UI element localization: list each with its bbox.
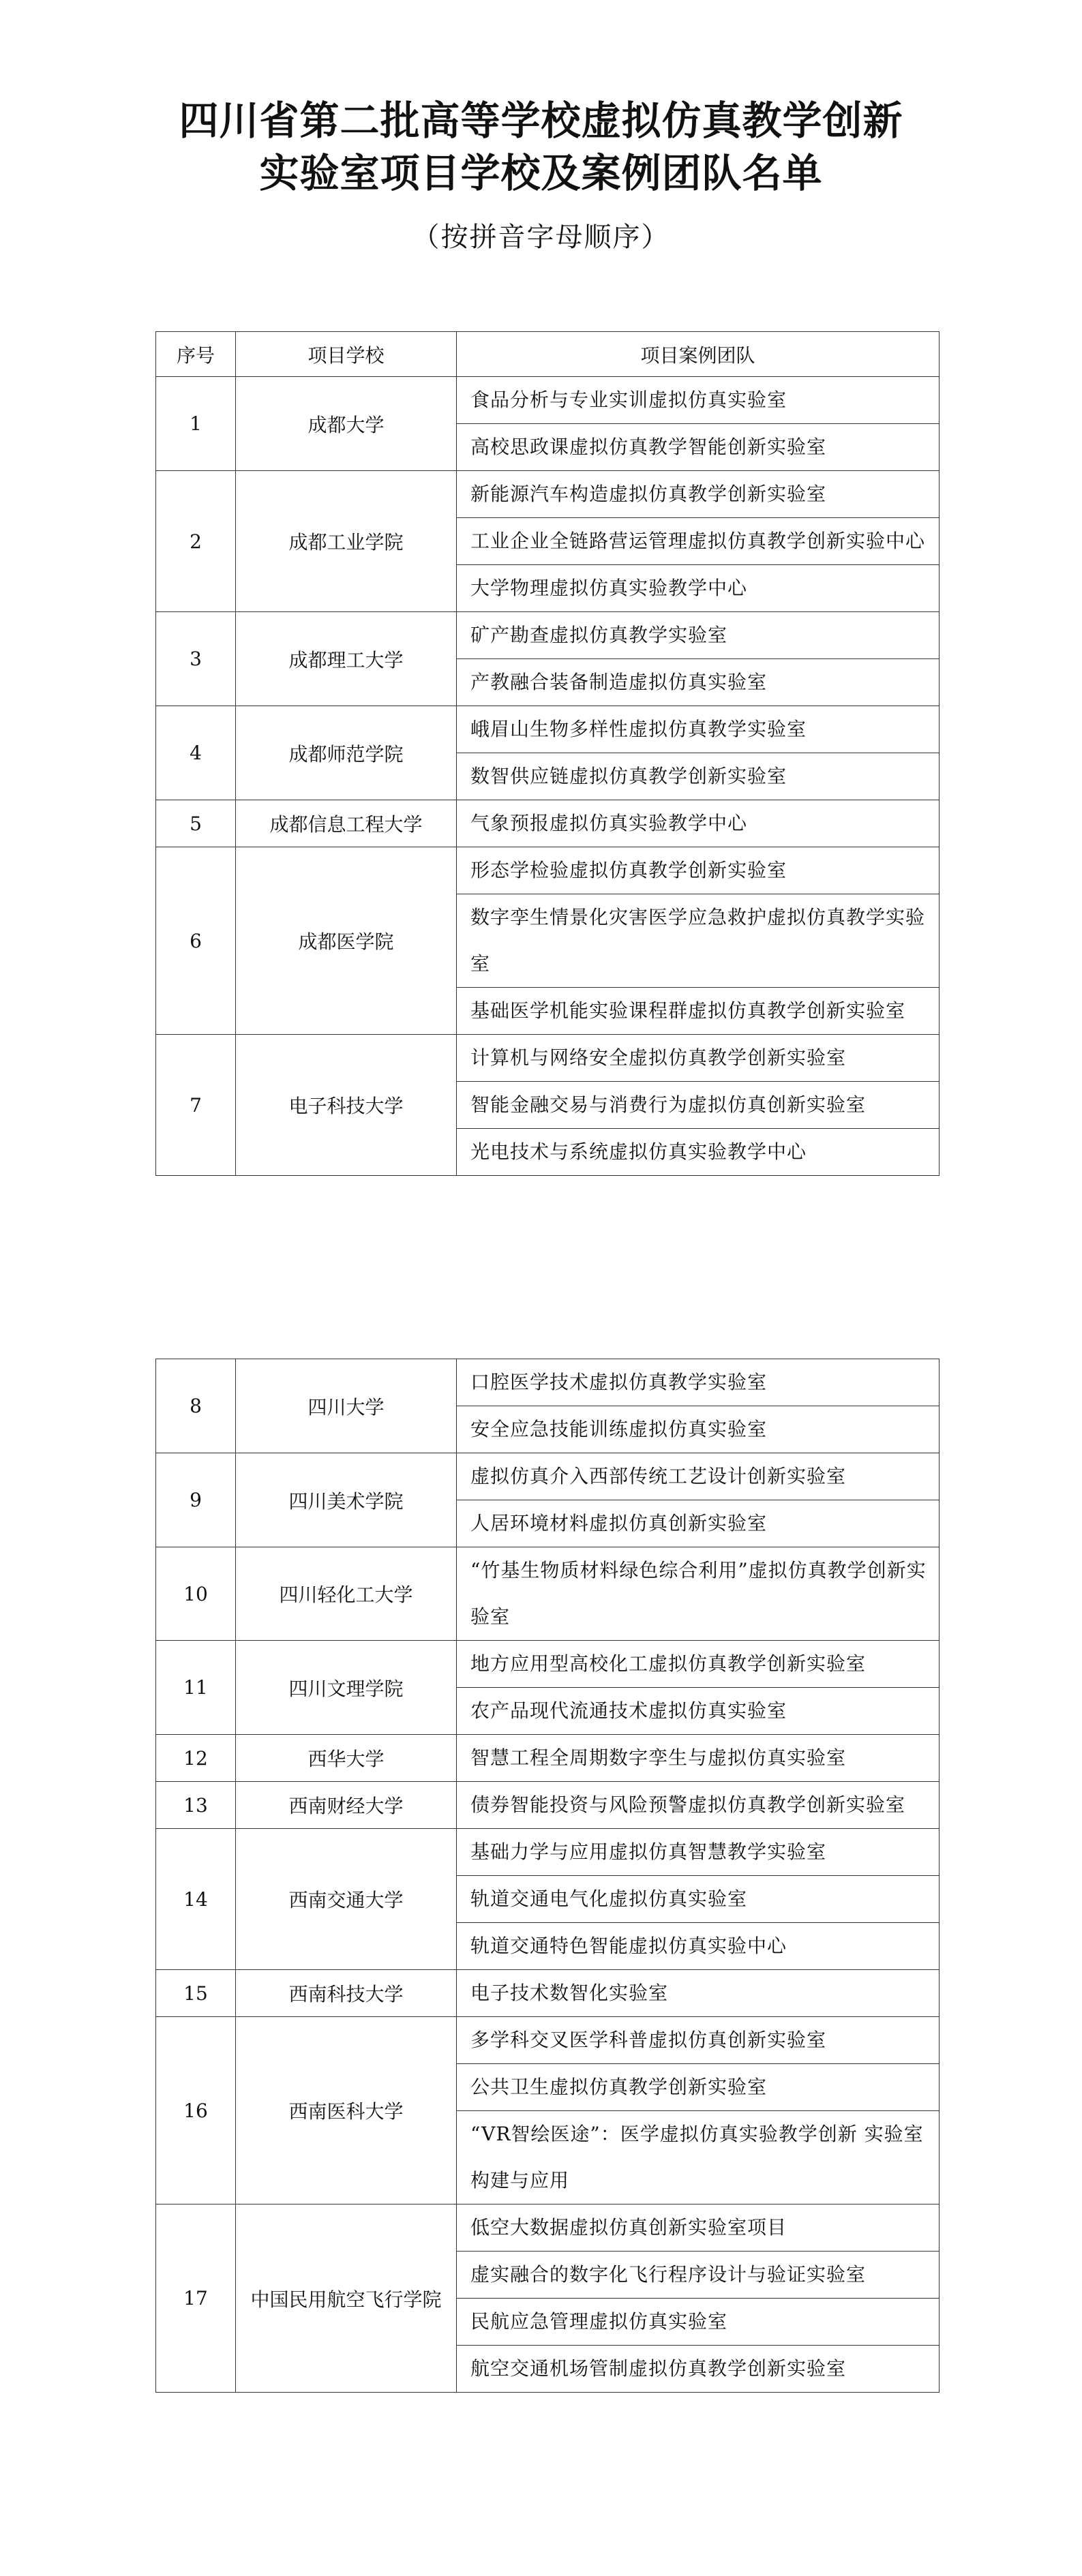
table-row — [156, 377, 940, 424]
row-number: 12 — [156, 1735, 236, 1782]
case-team: 产教融合装备制造虚拟仿真实验室 — [457, 659, 940, 706]
table-row — [156, 1547, 940, 1641]
row-number: 17 — [156, 2204, 236, 2393]
row-number: 5 — [156, 800, 236, 847]
table-row — [156, 1359, 940, 1406]
case-team: 多学科交叉医学科普虚拟仿真创新实验室 — [457, 2017, 940, 2064]
case-team: 工业企业全链路营运管理虚拟仿真教学创新实验中心 — [457, 518, 940, 565]
table-row — [156, 2204, 940, 2252]
table-row — [156, 847, 940, 894]
case-team: 电子技术数智化实验室 — [457, 1970, 940, 2017]
table-row — [156, 1829, 940, 1876]
project-table-part-1 — [155, 331, 940, 1176]
case-team: 虚拟仿真介入西部传统工艺设计创新实验室 — [457, 1453, 940, 1500]
school-name: 四川美术学院 — [236, 1453, 457, 1547]
table-row — [156, 800, 940, 847]
school-name: 西南交通大学 — [236, 1829, 457, 1970]
case-team: 虚实融合的数字化飞行程序设计与验证实验室 — [457, 2252, 940, 2299]
table-row — [156, 1735, 940, 1782]
case-team: 高校思政课虚拟仿真教学智能创新实验室 — [457, 424, 940, 471]
case-team: 计算机与网络安全虚拟仿真教学创新实验室 — [457, 1035, 940, 1082]
case-team: 口腔医学技术虚拟仿真教学实验室 — [457, 1359, 940, 1406]
school-name: 成都信息工程大学 — [236, 800, 457, 847]
document-subtitle: （按拼音字母顺序） — [412, 222, 670, 253]
case-team: 智慧工程全周期数字孪生与虚拟仿真实验室 — [457, 1735, 940, 1782]
school-name: 四川轻化工大学 — [236, 1547, 457, 1641]
case-team: 地方应用型高校化工虚拟仿真教学创新实验室 — [457, 1641, 940, 1688]
table-row — [156, 1782, 940, 1829]
row-number: 9 — [156, 1453, 236, 1547]
school-name: 西南财经大学 — [236, 1782, 457, 1829]
row-number: 15 — [156, 1970, 236, 2017]
case-team: 数字孪生情景化灾害医学应急救护虚拟仿真教学实验室 — [457, 894, 940, 988]
case-team: 农产品现代流通技术虚拟仿真实验室 — [457, 1688, 940, 1735]
school-name: 成都工业学院 — [236, 471, 457, 612]
table-row — [156, 1453, 940, 1500]
header-team: 项目案例团队 — [457, 332, 940, 377]
case-team: 新能源汽车构造虚拟仿真教学创新实验室 — [457, 471, 940, 518]
school-name: 成都大学 — [236, 377, 457, 471]
row-number: 8 — [156, 1359, 236, 1453]
school-name: 成都理工大学 — [236, 612, 457, 706]
row-number: 7 — [156, 1035, 236, 1176]
row-number: 6 — [156, 847, 236, 1035]
table-row — [156, 1641, 940, 1688]
school-name: 电子科技大学 — [236, 1035, 457, 1176]
row-number: 13 — [156, 1782, 236, 1829]
school-name: 成都医学院 — [236, 847, 457, 1035]
row-number: 1 — [156, 377, 236, 471]
header-school: 项目学校 — [236, 332, 457, 377]
case-team: 人居环境材料虚拟仿真创新实验室 — [457, 1500, 940, 1547]
row-number: 11 — [156, 1641, 236, 1735]
case-team: 安全应急技能训练虚拟仿真实验室 — [457, 1406, 940, 1453]
school-name: 西南科技大学 — [236, 1970, 457, 2017]
row-number: 4 — [156, 706, 236, 800]
school-name: 成都师范学院 — [236, 706, 457, 800]
case-team: “竹基生物质材料绿色综合利用”虚拟仿真教学创新实验室 — [457, 1547, 940, 1641]
case-team: 低空大数据虚拟仿真创新实验室项目 — [457, 2204, 940, 2252]
table-header-row — [156, 332, 940, 377]
header-no: 序号 — [156, 332, 236, 377]
row-number: 2 — [156, 471, 236, 612]
case-team: 轨道交通特色智能虚拟仿真实验中心 — [457, 1923, 940, 1970]
case-team: 智能金融交易与消费行为虚拟仿真创新实验室 — [457, 1082, 940, 1129]
case-team: 轨道交通电气化虚拟仿真实验室 — [457, 1876, 940, 1923]
case-team: 食品分析与专业实训虚拟仿真实验室 — [457, 377, 940, 424]
school-name: 四川文理学院 — [236, 1641, 457, 1735]
case-team: 数智供应链虚拟仿真教学创新实验室 — [457, 753, 940, 800]
table-row — [156, 1035, 940, 1082]
row-number: 14 — [156, 1829, 236, 1970]
document-title-line-2: 实验室项目学校及案例团队名单 — [259, 150, 823, 196]
case-team: 大学物理虚拟仿真实验教学中心 — [457, 565, 940, 612]
case-team: 峨眉山生物多样性虚拟仿真教学实验室 — [457, 706, 940, 753]
project-table-part-2 — [155, 1359, 940, 2393]
school-name: 四川大学 — [236, 1359, 457, 1453]
school-name: 中国民用航空飞行学院 — [236, 2204, 457, 2393]
case-team: 光电技术与系统虚拟仿真实验教学中心 — [457, 1129, 940, 1176]
case-team: “VR智绘医途”：医学虚拟仿真实验教学创新 实验室构建与应用 — [457, 2111, 940, 2204]
case-team: 航空交通机场管制虚拟仿真教学创新实验室 — [457, 2346, 940, 2393]
school-name: 西华大学 — [236, 1735, 457, 1782]
case-team: 基础力学与应用虚拟仿真智慧教学实验室 — [457, 1829, 940, 1876]
row-number: 16 — [156, 2017, 236, 2204]
table-row — [156, 1970, 940, 2017]
case-team: 气象预报虚拟仿真实验教学中心 — [457, 800, 940, 847]
case-team: 矿产勘查虚拟仿真教学实验室 — [457, 612, 940, 659]
row-number: 3 — [156, 612, 236, 706]
row-number: 10 — [156, 1547, 236, 1641]
table-row — [156, 706, 940, 753]
case-team: 公共卫生虚拟仿真教学创新实验室 — [457, 2064, 940, 2111]
case-team: 债券智能投资与风险预警虚拟仿真教学创新实验室 — [457, 1782, 940, 1829]
case-team: 基础医学机能实验课程群虚拟仿真教学创新实验室 — [457, 988, 940, 1035]
document-title-line-1: 四川省第二批高等学校虚拟仿真教学创新 — [179, 97, 903, 144]
school-name: 西南医科大学 — [236, 2017, 457, 2204]
table-row — [156, 2017, 940, 2064]
case-team: 形态学检验虚拟仿真教学创新实验室 — [457, 847, 940, 894]
table-row — [156, 612, 940, 659]
case-team: 民航应急管理虚拟仿真实验室 — [457, 2299, 940, 2346]
table-row — [156, 471, 940, 518]
